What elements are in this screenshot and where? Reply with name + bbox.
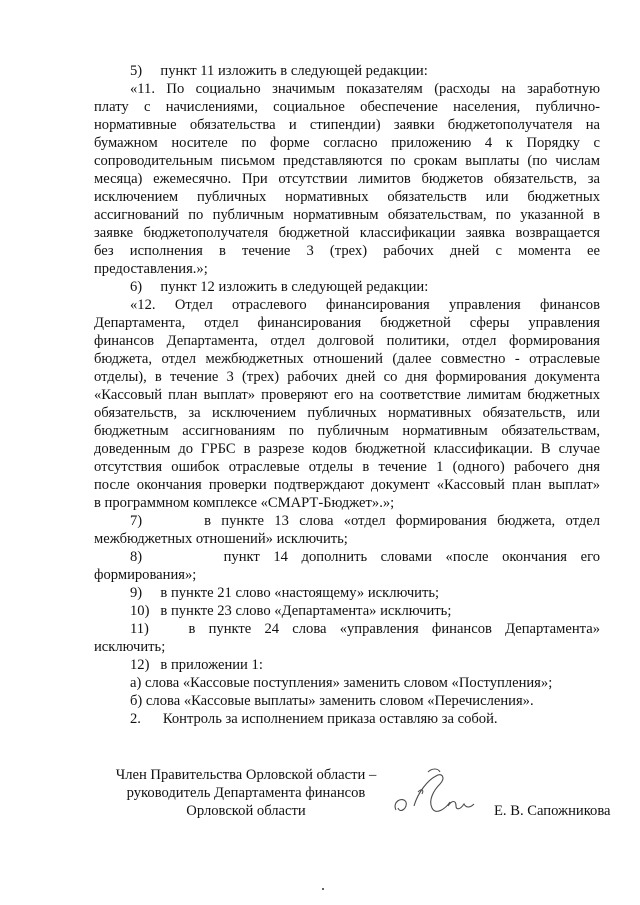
list-item-10: 10) в пункте 23 слово «Департамента» исключить; <box>130 603 452 619</box>
paragraph-12-line: отделы), в течение 3 (трех) рабочих дней со дня формирования документа <box>94 369 600 385</box>
list-item-8: 8) пункт 14 дополнить словами «после окончания его <box>130 549 600 565</box>
paragraph-11-line: плату с начислениями, социальное обеспечение населения, публично- <box>94 99 600 115</box>
paragraph-11-line: исключением публичных нормативных обязательств или бюджетных <box>94 189 600 205</box>
paragraph-11-line: сопроводительным письмом представляются по срокам выплаты (по числам <box>94 153 600 169</box>
paragraph-12-line: обязательств, за исключением публичных нормативных обязательств, или <box>94 405 600 421</box>
paragraph-12-line: бюджетным ассигнованиям по публичным нормативным обязательствам, <box>94 423 600 439</box>
paragraph-12-line: в программном комплексе «СМАРТ-Бюджет».»; <box>94 495 395 511</box>
signer-position: Орловской области <box>186 803 306 819</box>
paragraph-11-line: месяца) ежемесячно. При отсутствии лимитов бюджетов обязательств, за <box>94 171 600 187</box>
paragraph-12-line: «Кассовый план выплат» проверяют его на соответствие лимитам бюджетных <box>94 387 600 403</box>
list-item-8-cont: формирования»; <box>94 567 197 583</box>
paragraph-11-line: бумажном носителе по форме согласно приложению 4 к Порядку с <box>94 135 600 151</box>
list-item-11: 11) в пункте 24 слова «управления финансов Департамента» <box>130 621 600 637</box>
paragraph-11-line: без исполнения в течение 3 (трех) рабочих дней с момента ее <box>94 243 600 259</box>
paragraph-12-line: отсутствия ошибок отраслевые отделы в течение 1 (одного) рабочего дня <box>94 459 600 475</box>
list-item-11-cont: исключить; <box>94 639 166 655</box>
page-speck <box>322 888 324 890</box>
paragraph-12-line: Департамента, отдел финансирования бюджетной сферы управления <box>94 315 600 331</box>
paragraph-11-line: предоставления.»; <box>94 261 208 277</box>
list-item-5: 5) пункт 11 изложить в следующей редакции: <box>130 63 428 79</box>
signer-position: руководитель Департамента финансов <box>126 785 366 801</box>
paragraph-12-line: доведенным до ГРБС в разрезе кодов бюджетной классификации. В случае <box>94 441 600 457</box>
list-item-7: 7) в пункте 13 слова «отдел формирования бюджета, отдел <box>130 513 600 529</box>
paragraph-11-line: ассигнований по публичным нормативным обязательствам, по указанной в <box>94 207 600 223</box>
paragraph-11-line: заявке бюджетополучателя бюджетной классификации заявка возвращается <box>94 225 600 241</box>
list-item-6: 6) пункт 12 изложить в следующей редакции: <box>130 279 429 295</box>
paragraph-12-line: после окончания проверки подтверждают документ «Кассовый план выплат» <box>94 477 600 493</box>
signer-name: Е. В. Сапожникова <box>494 803 611 819</box>
paragraph-11-line: нормативные обязательства и стипендии) заявки бюджетополучателя на <box>94 117 600 133</box>
list-item-12a: а) слова «Кассовые поступления» заменить словом «Поступления»; <box>130 675 553 691</box>
paragraph-11-line: «11. По социально значимым показателям (расходы на заработную <box>130 81 600 97</box>
list-item-2: 2. Контроль за исполнением приказа оставляю за собой. <box>130 711 498 727</box>
handwritten-signature <box>388 762 498 832</box>
signer-position: Член Правительства Орловской области – <box>115 767 377 783</box>
paragraph-12-line: бюджета, отдел межбюджетных отношений (далее совместно - отраслевые <box>94 351 600 367</box>
list-item-9: 9) в пункте 21 слово «настоящему» исключить; <box>130 585 440 601</box>
paragraph-12-line: «12. Отдел отраслевого финансирования управления финансов <box>130 297 600 313</box>
list-item-7-cont: межбюджетных отношений» исключить; <box>94 531 348 547</box>
paragraph-12-line: финансов Департамента, отдел долговой политики, отдел формирования <box>94 333 600 349</box>
list-item-12: 12) в приложении 1: <box>130 657 263 673</box>
list-item-12b: б) слова «Кассовые выплаты» заменить словом «Перечисления». <box>130 693 534 709</box>
